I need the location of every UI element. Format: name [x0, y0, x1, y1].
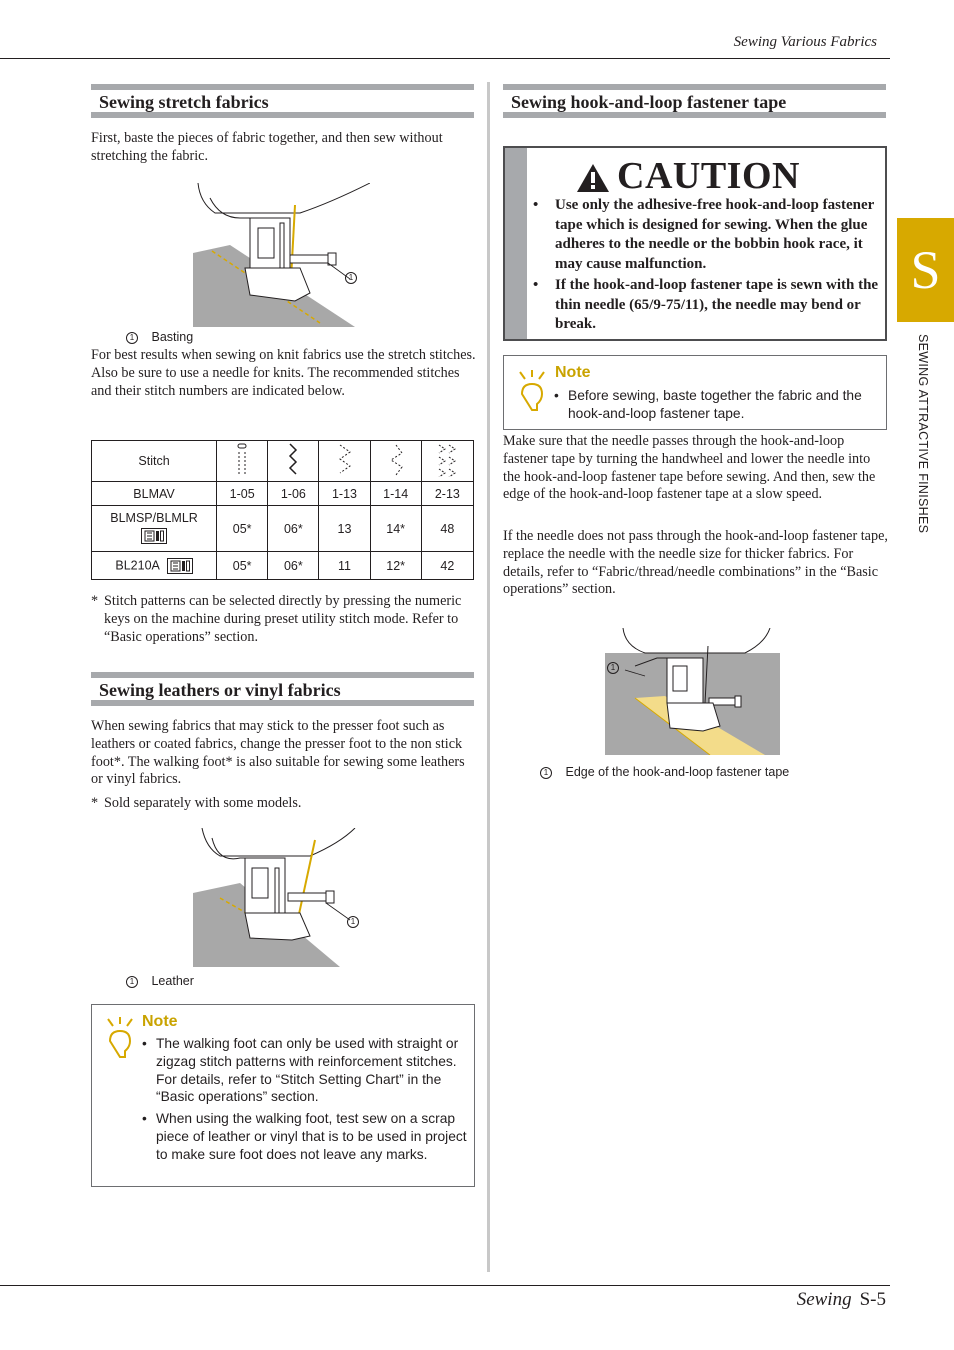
table-row-label: BLMAV	[92, 482, 217, 506]
callout-number: 1	[126, 976, 138, 988]
callout-number: 1	[347, 916, 359, 928]
table-row-label: BL210A	[115, 557, 160, 572]
footnote-text: Stitch patterns can be selected directly by pressing the numeric keys on the machine during preset utility stitch mode. Refer to “Basic operations” section.	[104, 593, 462, 645]
stretch-body: For best results when sewing on knit fabrics use the stretch stitches. Also be sure to use a needle for knits. The recommended stitches and their stitch numbers are indicated below.	[91, 347, 476, 399]
page-footer	[797, 1289, 886, 1311]
callout-number: 1	[607, 662, 619, 674]
hookloop-illustration	[605, 628, 780, 755]
lightbulb-icon	[516, 370, 548, 412]
table-row-label: BLMSP/BLMLR	[110, 510, 198, 525]
stitch-pattern-icon	[421, 441, 473, 482]
section-title-stretch: Sewing stretch fabrics	[99, 92, 269, 112]
caption-text: Leather	[151, 974, 194, 988]
caution-title: CAUTION	[617, 155, 800, 197]
list-item: • If the hook-and-loop fastener tape is sewn with the thin needle (65/9-75/11), the needle may bend or break.	[533, 277, 879, 332]
running-head: Sewing Various Fabrics	[733, 34, 877, 50]
hookloop-body-2: If the needle does not pass through the hook-and-loop fastener tape, replace the needle with the needle size for thicker fabrics. For details, refer to “Fabric/thread/needle combinations” in the “Basic operations” section.	[503, 528, 888, 598]
section-title-hookloop: Sewing hook-and-loop fastener tape	[511, 92, 787, 112]
callout-number: 1	[126, 332, 138, 344]
callout-number: 1	[540, 767, 552, 779]
footnote-mark: *	[91, 795, 99, 811]
table-cell: 11	[319, 552, 370, 580]
note-title: Note	[142, 1013, 178, 1030]
table-cell: 05*	[217, 506, 268, 552]
note-list	[554, 387, 882, 423]
caution-item-text: Use only the adhesive-free hook-and-loop fastener tape which is designed for sewing. When the glue adheres to the needle or the bobbin hook race, it may cause malfunction.	[555, 197, 875, 272]
caution-box	[503, 146, 887, 341]
section-header-bar	[91, 84, 474, 118]
stitch-pattern-icon	[319, 441, 370, 482]
caution-item-text: If the hook-and-loop fastener tape is sewn with the thin needle (65/9-75/11), the needle may bend or break.	[555, 277, 879, 332]
table-row	[92, 506, 474, 552]
note-list	[142, 1035, 468, 1164]
stitch-pattern-icon	[370, 441, 421, 482]
section-title-leather: Sewing leathers or vinyl fabrics	[99, 680, 341, 700]
hookloop-caption	[540, 765, 789, 779]
footer-section: Sewing	[796, 1289, 852, 1310]
table-row	[92, 552, 474, 580]
note-item-text: When using the walking foot, test sew on a scrap piece of leather or vinyl that is to be used in project to make sure foot does not leave any marks.	[156, 1111, 467, 1162]
table-cell: 14*	[370, 506, 421, 552]
note-item-text: Before sewing, baste together the fabric and the hook-and-loop fastener tape.	[568, 388, 862, 421]
stretch-footnote	[91, 593, 476, 646]
bottom-rule	[0, 1285, 890, 1286]
section-tab: S	[897, 218, 954, 322]
list-item: • Before sewing, baste together the fabric and the hook-and-loop fastener tape.	[554, 388, 862, 421]
page-number: S-5	[859, 1289, 886, 1310]
caution-strip	[505, 148, 527, 339]
lightbulb-icon	[104, 1017, 136, 1059]
table-row	[92, 482, 474, 506]
table-cell: 06*	[268, 506, 319, 552]
leather-illustration	[190, 828, 370, 968]
stretch-intro: First, baste the pieces of fabric together, and then sew without stretching the fabric.	[91, 130, 443, 164]
caution-list	[533, 196, 883, 335]
table-cell: 48	[421, 506, 473, 552]
stitch-pattern-icon	[217, 441, 268, 482]
note-item-text: The walking foot can only be used with straight or zigzag stitch patterns with reinforcement stitches. For details, refer to “Stitch Setting Chart” in the “Basic operations” section.	[156, 1036, 459, 1105]
list-item: • Use only the adhesive-free hook-and-loop fastener tape which is designed for sewing. When the glue adheres to the needle or the bobbin hook race, it may cause malfunction.	[533, 197, 875, 272]
table-cell: 1-13	[319, 482, 370, 506]
note-title: Note	[555, 364, 591, 381]
list-item: • When using the walking foot, test sew on a scrap piece of leather or vinyl that is to be used in project to make sure foot does not leave any marks.	[142, 1111, 467, 1162]
table-cell: 1-06	[268, 482, 319, 506]
footnote-text: Sold separately with some models.	[104, 795, 302, 811]
list-item: • The walking foot can only be used with straight or zigzag stitch patterns with reinforcement stitches. For details, refer to “Stitch Setting Chart” in the “Basic operations” section.	[142, 1036, 459, 1105]
basting-caption	[126, 330, 193, 344]
basting-illustration	[190, 183, 370, 328]
column-divider	[487, 82, 490, 1272]
utility-key-icon	[141, 528, 167, 544]
top-rule	[0, 58, 890, 59]
leather-note-box	[91, 1004, 475, 1187]
caption-text: Basting	[151, 330, 194, 344]
hookloop-note-box	[503, 355, 887, 430]
section-tab-label: SEWING ATTRACTIVE FINISHES	[916, 334, 930, 534]
hookloop-body-1: Make sure that the needle passes through the hook-and-loop fastener tape by turning the handwheel and lower the needle into the hook-and-loop fastener tape before sewing. And then, sew the edge of the hook-and-loop fastener tape at a slow speed.	[503, 433, 876, 503]
section-header-bar	[91, 672, 474, 706]
table-header-cell: Stitch	[92, 441, 217, 482]
stitch-pattern-icon	[268, 441, 319, 482]
table-cell: 13	[319, 506, 370, 552]
table-cell: 12*	[370, 552, 421, 580]
leather-body: When sewing fabrics that may stick to the presser foot such as leathers or coated fabrics, change the presser foot to the non stick foot*. The walking foot* is also suitable for sewing some leathers or vinyl fabrics.	[91, 718, 465, 788]
stitch-table	[91, 440, 474, 580]
table-cell: 06*	[268, 552, 319, 580]
leather-footnote	[91, 795, 476, 813]
callout-number: 1	[345, 272, 357, 284]
table-cell: 1-14	[370, 482, 421, 506]
caption-text: Edge of the hook-and-loop fastener tape	[565, 765, 790, 779]
utility-key-icon	[167, 558, 193, 574]
table-row-label-cell	[92, 506, 217, 552]
section-header-bar	[503, 84, 886, 118]
table-header-row	[92, 441, 474, 482]
table-cell: 05*	[217, 552, 268, 580]
table-cell: 42	[421, 552, 473, 580]
warning-triangle-icon	[576, 163, 610, 193]
leather-caption	[126, 974, 194, 988]
table-cell: 2-13	[421, 482, 473, 506]
footnote-mark: *	[91, 593, 99, 609]
table-cell: 1-05	[217, 482, 268, 506]
table-row-label-cell	[92, 552, 217, 580]
